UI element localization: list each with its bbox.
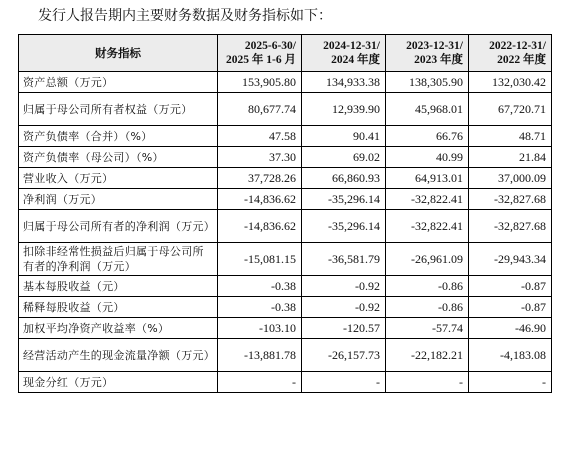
indicator-value: -0.92: [302, 276, 386, 297]
table-row: [19, 168, 552, 189]
intro-text: 发行人报告期内主要财务数据及财务指标如下：: [38, 8, 332, 24]
indicator-value: -0.92: [302, 297, 386, 318]
indicator-value: 37.30: [218, 147, 302, 168]
table-row: [19, 72, 552, 93]
indicator-value: -: [218, 372, 302, 393]
indicator-value: 153,905.80: [218, 72, 302, 93]
indicator-value: -0.86: [386, 276, 469, 297]
indicator-value: -32,827.68: [469, 189, 552, 210]
indicator-value: 66,860.93: [302, 168, 386, 189]
indicator-value: 138,305.90: [386, 72, 469, 93]
financial-indicators-table: [18, 34, 552, 393]
table-row: [19, 189, 552, 210]
indicator-value: -32,827.68: [469, 210, 552, 243]
indicator-name: 归属于母公司所有者权益（万元）: [19, 93, 218, 126]
indicator-value: 37,728.26: [218, 168, 302, 189]
indicator-value: -14,836.62: [218, 189, 302, 210]
indicator-value: -15,081.15: [218, 243, 302, 276]
indicator-value: 64,913.01: [386, 168, 469, 189]
table-row: [19, 210, 552, 243]
indicator-name: 净利润（万元）: [19, 189, 218, 210]
header-period-range: 2025 年 1-6 月: [226, 54, 296, 66]
table-row: [19, 126, 552, 147]
indicator-value: -: [302, 372, 386, 393]
indicator-value: -14,836.62: [218, 210, 302, 243]
indicator-value: -0.86: [386, 297, 469, 318]
indicator-name: 经营活动产生的现金流量净额（万元）: [19, 339, 218, 372]
indicator-value: -0.38: [218, 276, 302, 297]
indicator-name: 扣除非经常性损益后归属于母公司所有者的净利润（万元）: [19, 243, 218, 276]
table-row: [19, 276, 552, 297]
indicator-value: 48.71: [469, 126, 552, 147]
indicator-value: 69.02: [302, 147, 386, 168]
indicator-name: 资产负债率（合并）（%）: [19, 126, 218, 147]
indicator-value: -13,881.78: [218, 339, 302, 372]
indicator-value: -120.57: [302, 318, 386, 339]
indicator-value: -35,296.14: [302, 189, 386, 210]
indicator-name: 现金分红（万元）: [19, 372, 218, 393]
table-row: [19, 93, 552, 126]
indicator-value: 21.84: [469, 147, 552, 168]
table-row: [19, 297, 552, 318]
indicator-name: 归属于母公司所有者的净利润（万元）: [19, 210, 218, 243]
header-period-range: 2023 年度: [414, 54, 463, 66]
indicator-value: -22,182.21: [386, 339, 469, 372]
indicator-name: 资产总额（万元）: [19, 72, 218, 93]
indicator-value: 132,030.42: [469, 72, 552, 93]
indicator-value: -0.87: [469, 276, 552, 297]
indicator-name: 营业收入（万元）: [19, 168, 218, 189]
indicator-value: -26,961.09: [386, 243, 469, 276]
header-period-range: 2024 年度: [331, 54, 380, 66]
indicator-value: -26,157.73: [302, 339, 386, 372]
indicator-value: -103.10: [218, 318, 302, 339]
indicator-value: 134,933.38: [302, 72, 386, 93]
table-row: [19, 318, 552, 339]
indicator-value: -36,581.79: [302, 243, 386, 276]
indicator-value: -32,822.41: [386, 189, 469, 210]
indicator-value: 66.76: [386, 126, 469, 147]
table-row: [19, 372, 552, 393]
table-row: [19, 147, 552, 168]
indicator-value: 12,939.90: [302, 93, 386, 126]
table-row: [19, 243, 552, 276]
indicator-name: 资产负债率（母公司）（%）: [19, 147, 218, 168]
header-period: [218, 35, 302, 72]
indicator-value: 47.58: [218, 126, 302, 147]
indicator-value: -: [386, 372, 469, 393]
indicator-name: 基本每股收益（元）: [19, 276, 218, 297]
indicator-value: -0.87: [469, 297, 552, 318]
indicator-value: -: [469, 372, 552, 393]
indicator-value: 90.41: [302, 126, 386, 147]
header-period-date: 2022-12-31/: [489, 40, 546, 52]
indicator-value: 37,000.09: [469, 168, 552, 189]
indicator-value: 45,968.01: [386, 93, 469, 126]
header-period: [469, 35, 552, 72]
indicator-value: -4,183.08: [469, 339, 552, 372]
indicator-value: -57.74: [386, 318, 469, 339]
table-header-row: [19, 35, 552, 72]
indicator-value: 40.99: [386, 147, 469, 168]
header-period-range: 2022 年度: [497, 54, 546, 66]
indicator-value: -29,943.34: [469, 243, 552, 276]
indicator-value: -46.90: [469, 318, 552, 339]
indicator-value: -35,296.14: [302, 210, 386, 243]
header-period: [302, 35, 386, 72]
indicator-value: -0.38: [218, 297, 302, 318]
header-indicator-name: 财务指标: [19, 35, 218, 72]
indicator-value: 67,720.71: [469, 93, 552, 126]
header-period-date: 2023-12-31/: [406, 40, 463, 52]
indicator-name: 稀释每股收益（元）: [19, 297, 218, 318]
header-period-date: 2025-6-30/: [244, 40, 296, 52]
indicator-value: -32,822.41: [386, 210, 469, 243]
indicator-value: 80,677.74: [218, 93, 302, 126]
indicator-name: 加权平均净资产收益率（%）: [19, 318, 218, 339]
table-row: [19, 339, 552, 372]
header-period: [386, 35, 469, 72]
header-period-date: 2024-12-31/: [323, 40, 380, 52]
